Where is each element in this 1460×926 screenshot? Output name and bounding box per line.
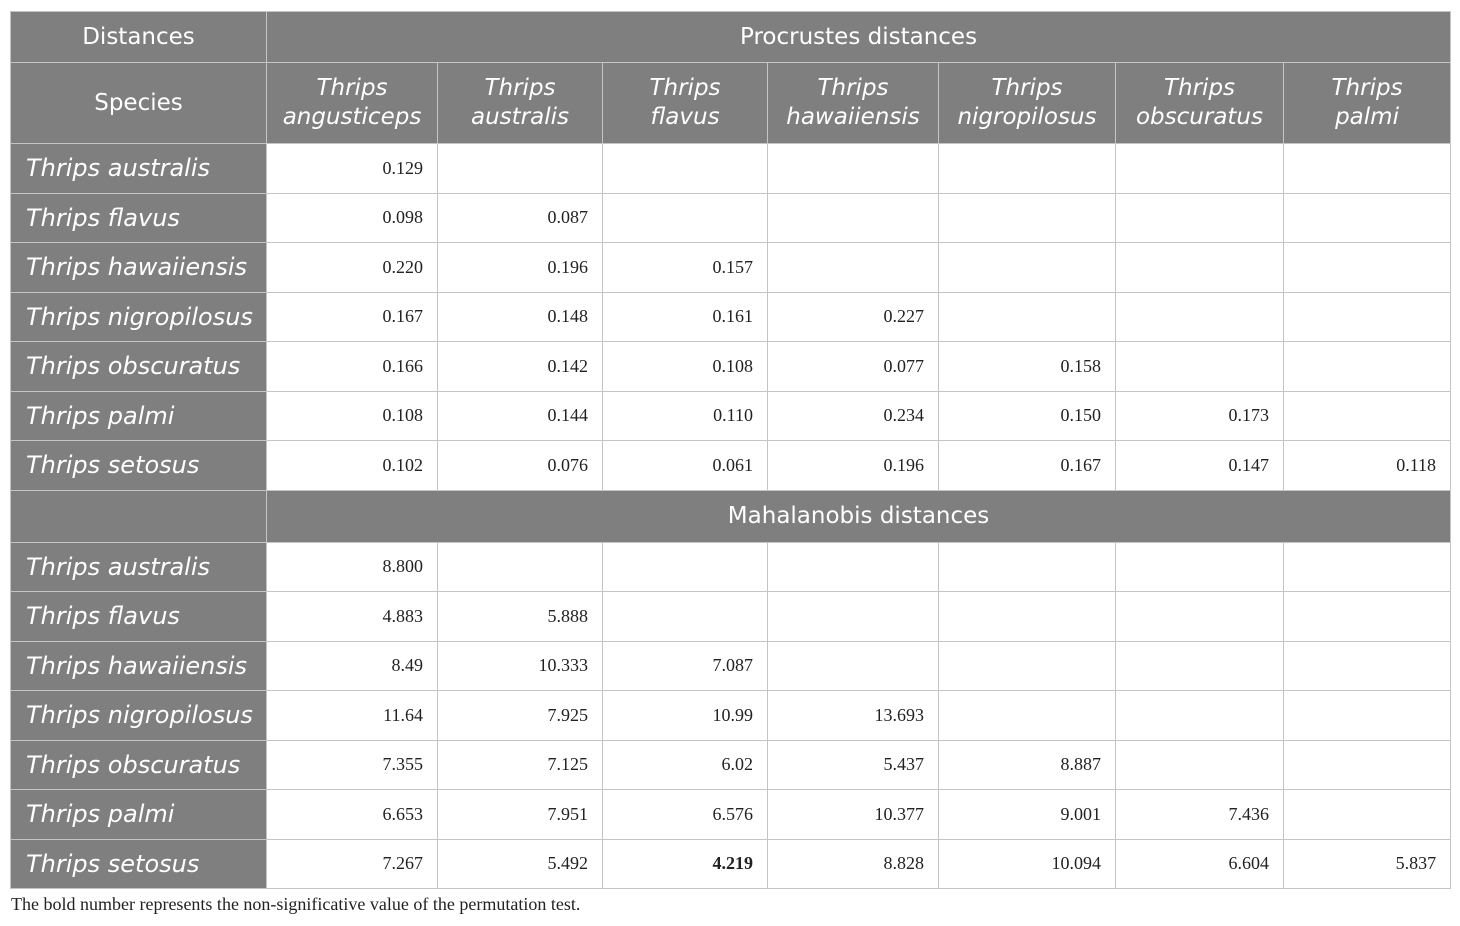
row-label: Thrips flavus [11,592,267,642]
distance-cell [1284,641,1451,691]
column-species: nigropilosus [957,104,1097,130]
distance-cell [603,193,768,243]
distance-cell: 0.129 [267,144,438,194]
row-label: Thrips obscuratus [11,342,267,392]
row-label: Thrips nigropilosus [11,691,267,741]
row-label: Thrips hawaiiensis [11,641,267,691]
column-header-hawaiiensis [768,63,939,144]
distance-cell: 0.220 [267,243,438,293]
distance-cell [939,691,1116,741]
distance-cell [1284,542,1451,592]
distance-cell [1116,740,1284,790]
row-label: Thrips setosus [11,839,267,889]
distance-cell [438,542,603,592]
distance-cell [1116,243,1284,293]
row-label: Thrips australis [11,144,267,194]
mahalanobis-row [11,790,1451,840]
distance-cell [939,292,1116,342]
distance-cell [768,592,939,642]
distance-cell [939,243,1116,293]
table-footnote: The bold number represents the non-significative value of the permutation test. [11,894,581,914]
procrustes-row [11,193,1451,243]
distance-cell: 10.99 [603,691,768,741]
distance-cell: 5.837 [1284,839,1451,889]
distance-cell: 0.167 [939,441,1116,491]
distance-cell [1284,342,1451,392]
procrustes-row [11,441,1451,491]
distance-cell [1116,342,1284,392]
mahalanobis-row [11,592,1451,642]
distance-cell: 0.108 [603,342,768,392]
distance-cell [1116,292,1284,342]
distance-cell: 5.888 [438,592,603,642]
row-label: Thrips setosus [11,441,267,491]
column-header-nigropilosus [939,63,1116,144]
distance-cell: 10.094 [939,839,1116,889]
mahalanobis-row [11,740,1451,790]
distance-cell [603,144,768,194]
distance-cell: 9.001 [939,790,1116,840]
distance-cell [768,193,939,243]
distance-cell: 0.076 [438,441,603,491]
distance-cell: 0.196 [768,441,939,491]
column-header-palmi [1284,63,1451,144]
distance-cell: 0.077 [768,342,939,392]
row-label: Thrips palmi [11,790,267,840]
distance-cell [1284,292,1451,342]
mahalanobis-header: Mahalanobis distances [267,490,1451,542]
distance-cell [939,542,1116,592]
column-species: hawaiiensis [786,104,920,130]
distance-cell: 0.173 [1116,391,1284,441]
distance-cell [1284,144,1451,194]
distance-cell: 6.576 [603,790,768,840]
distance-cell: 0.157 [603,243,768,293]
distance-cell [438,144,603,194]
distance-cell: 8.887 [939,740,1116,790]
distance-cell: 11.64 [267,691,438,741]
distance-cell [1284,740,1451,790]
distance-cell [1284,391,1451,441]
distance-cell: 0.102 [267,441,438,491]
distance-cell: 6.02 [603,740,768,790]
row-label: Thrips flavus [11,193,267,243]
mahalanobis-row [11,542,1451,592]
distance-cell [1284,691,1451,741]
distance-cell [1284,592,1451,642]
distance-cell: 4.219 [603,839,768,889]
distance-cell: 0.227 [768,292,939,342]
column-genus: Thrips [316,75,388,101]
distance-cell: 0.098 [267,193,438,243]
distance-cell [1116,193,1284,243]
distance-cell: 7.951 [438,790,603,840]
row-label: Thrips hawaiiensis [11,243,267,293]
distance-cell: 0.158 [939,342,1116,392]
procrustes-row [11,144,1451,194]
distance-cell: 0.144 [438,391,603,441]
distance-cell: 6.604 [1116,839,1284,889]
distance-cell [939,193,1116,243]
distance-cell: 7.436 [1116,790,1284,840]
distance-cell [1116,592,1284,642]
distance-cell: 0.148 [438,292,603,342]
distance-cell: 0.108 [267,391,438,441]
distance-cell: 0.167 [267,292,438,342]
distance-cell [768,542,939,592]
distance-cell: 8.49 [267,641,438,691]
species-header: Species [11,63,267,144]
row-label: Thrips obscuratus [11,740,267,790]
column-header-obscuratus [1116,63,1284,144]
distance-cell: 0.161 [603,292,768,342]
distance-cell: 6.653 [267,790,438,840]
distance-cell: 7.125 [438,740,603,790]
distance-cell [768,641,939,691]
distance-cell: 7.267 [267,839,438,889]
corner-header: Distances [11,12,267,63]
distance-cell: 5.437 [768,740,939,790]
distance-cell: 0.150 [939,391,1116,441]
distance-cell: 7.355 [267,740,438,790]
column-header-angusticeps [267,63,438,144]
distance-cell [939,592,1116,642]
column-species: angusticeps [282,104,422,130]
distance-table [10,11,1451,889]
column-species: flavus [650,104,720,130]
distance-cell: 10.333 [438,641,603,691]
row-label: Thrips nigropilosus [11,292,267,342]
distance-cell: 0.061 [603,441,768,491]
column-genus: Thrips [991,75,1063,101]
distance-cell [768,144,939,194]
distance-cell [768,243,939,293]
distance-cell: 10.377 [768,790,939,840]
distance-cell: 0.196 [438,243,603,293]
distance-cell: 4.883 [267,592,438,642]
distance-cell: 0.147 [1116,441,1284,491]
mahalanobis-corner [11,490,267,542]
distance-cell: 7.925 [438,691,603,741]
column-genus: Thrips [817,75,889,101]
procrustes-row [11,342,1451,392]
mahalanobis-row [11,691,1451,741]
distance-cell [1116,641,1284,691]
distance-cell: 0.142 [438,342,603,392]
column-species: australis [471,104,569,130]
mahalanobis-row [11,641,1451,691]
distance-cell [1284,243,1451,293]
column-genus: Thrips [484,75,556,101]
distance-cell [1116,691,1284,741]
distance-cell: 0.234 [768,391,939,441]
procrustes-row [11,391,1451,441]
column-genus: Thrips [649,75,721,101]
distance-cell: 0.118 [1284,441,1451,491]
row-label: Thrips palmi [11,391,267,441]
distance-cell [603,592,768,642]
distance-cell: 0.166 [267,342,438,392]
distance-cell: 8.800 [267,542,438,592]
distance-cell: 13.693 [768,691,939,741]
distance-cell [1116,542,1284,592]
distance-cell: 7.087 [603,641,768,691]
column-species: palmi [1335,104,1399,130]
row-label: Thrips australis [11,542,267,592]
procrustes-row [11,292,1451,342]
column-genus: Thrips [1163,75,1236,101]
distance-cell [1284,193,1451,243]
distance-cell [1116,144,1284,194]
distance-cell: 8.828 [768,839,939,889]
distance-cell [939,144,1116,194]
column-header-australis [438,63,603,144]
column-species: obscuratus [1135,104,1263,130]
column-genus: Thrips [1331,75,1403,101]
distance-cell [939,641,1116,691]
distance-cell: 0.110 [603,391,768,441]
distance-cell: 0.087 [438,193,603,243]
distance-cell: 5.492 [438,839,603,889]
distance-cell [603,542,768,592]
column-header-flavus [603,63,768,144]
procrustes-row [11,243,1451,293]
distance-cell [1284,790,1451,840]
procrustes-header: Procrustes distances [267,12,1451,63]
mahalanobis-row [11,839,1451,889]
